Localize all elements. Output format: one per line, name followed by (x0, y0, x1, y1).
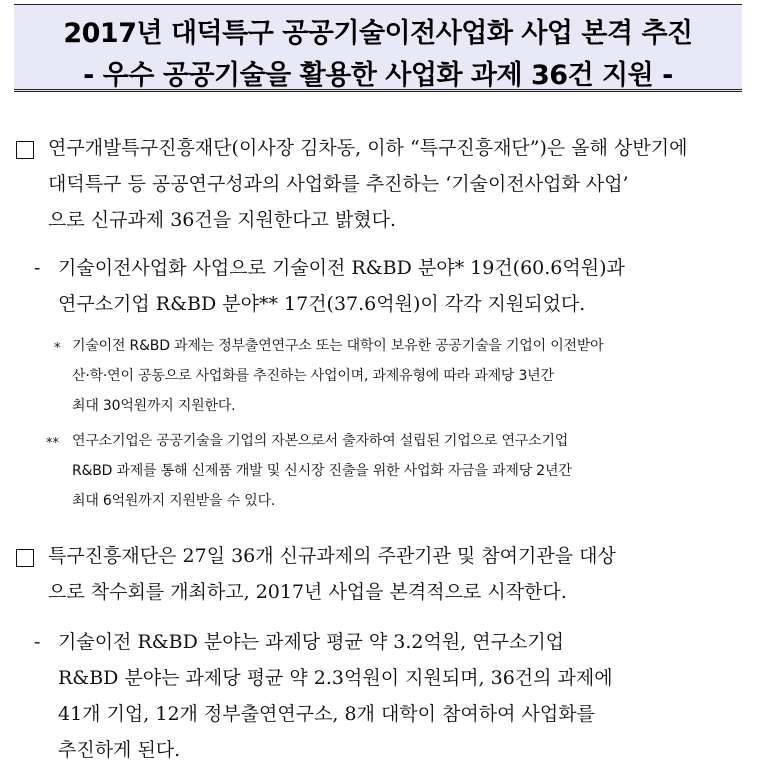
section2-line-2: 으로 착수회를 개최하고, 2017년 사업을 본격적으로 시작한다. (48, 581, 567, 603)
note1 (72, 331, 604, 421)
note2-line-1: 연구소기업은 공공기술을 기업의 자본으로서 출자하여 설립된 기업으로 연구소기업 (72, 433, 569, 449)
section1-line-3: 으로 신규과제 36건을 지원한다고 밝혔다. (48, 209, 397, 231)
note1-line-3: 최대 30억원까지 지원한다. (72, 398, 236, 414)
section2-line-1: 특구진흥재단은 27일 36개 신규과제의 주관기관 및 참여기관을 대상 (48, 545, 616, 567)
section2-sub-dash: - (34, 631, 41, 653)
note2 (72, 426, 572, 516)
section2-sub-line-3: 41개 기업, 12개 정부출연연구소, 8개 대학이 참여하여 사업화를 (58, 703, 595, 725)
note1-mark: * (54, 341, 61, 356)
note2-line-2: R&BD 과제를 통해 신제품 개발 및 신시장 진출을 위한 사업화 자금을 과제당 2년간 (72, 463, 572, 479)
section2-sub-line-4: 추진하게 된다. (58, 739, 181, 761)
section1-sub-dash: - (34, 257, 41, 279)
title-box (14, 4, 742, 92)
section2-sub-line-2: R&BD 분야는 과제당 평균 약 2.3억원이 지원되며, 36건의 과제에 (58, 667, 613, 689)
section1-sub-line-2: 연구소기업 R&BD 분야** 17건(37.6억원)이 각각 지원되었다. (58, 293, 586, 315)
section1-paragraph (48, 130, 687, 238)
section1-sub-line-1: 기술이전사업화 사업으로 기술이전 R&BD 분야* 19건(60.6억원)과 (58, 257, 625, 279)
note2-mark: ** (46, 436, 59, 451)
note2-line-3: 최대 6억원까지 지원받을 수 있다. (72, 493, 276, 509)
note1-line-2: 산·학·연이 공동으로 사업화를 추진하는 사업이며, 과제유형에 따라 과제당 3년간 (72, 368, 554, 384)
section1-line-2: 대덕특구 등 공공연구성과의 사업화를 추진하는 ‘기술이전사업화 사업’ (48, 173, 629, 195)
section2-sub-paragraph (58, 624, 613, 768)
section1-sub-paragraph (58, 250, 625, 322)
section2-paragraph (48, 538, 616, 610)
section2-sub-line-1: 기술이전 R&BD 분야는 과제당 평균 약 3.2억원, 연구소기업 (58, 631, 565, 653)
section2-bullet-box (16, 549, 34, 567)
note1-line-1: 기술이전 R&BD 과제는 정부출연연구소 또는 대학이 보유한 공공기술을 기업이 이전받아 (72, 338, 604, 354)
section1-bullet-box (16, 141, 34, 159)
section1-line-1: 연구개발특구진흥재단(이사장 김차동, 이하 “특구진흥재단”)은 올해 상반기에 (48, 137, 688, 159)
headline: 2017년 대덕특구 공공기술이전사업화 사업 본격 추진 (63, 18, 693, 49)
subheadline: - 우수 공공기술을 활용한 사업화 과제 36건 지원 - (83, 60, 673, 91)
